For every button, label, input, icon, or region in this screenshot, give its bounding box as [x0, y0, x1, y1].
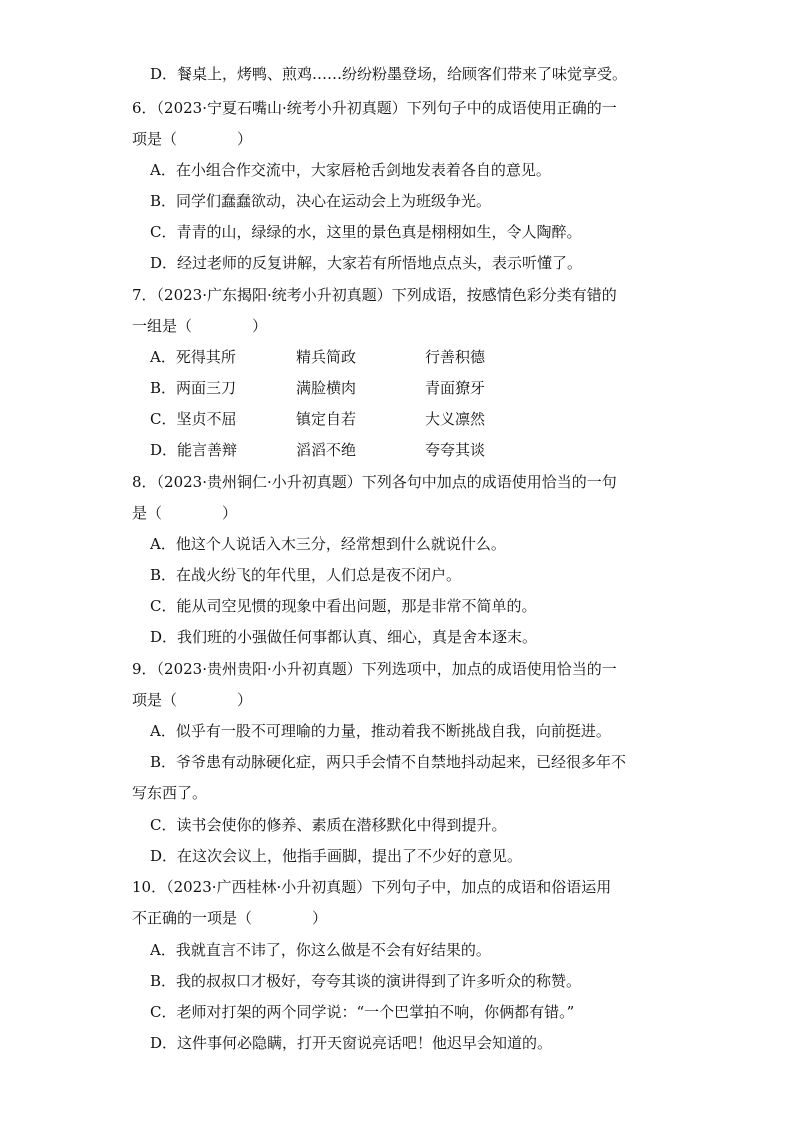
- q9-option-c: C．读书会使你的修养、素质在潜移默化中得到提升。: [150, 816, 507, 834]
- q10-option-c: C．老师对打架的两个同学说：“一个巴掌拍不响，你俩都有错。”: [150, 1003, 575, 1021]
- q7-c-idiom-2: 镇定自若: [296, 410, 357, 428]
- q8-stem-post: ）: [222, 504, 238, 522]
- q7-a-idiom-1: A．死得其所: [150, 348, 236, 366]
- q10-stem-pre: 不正确的一项是（: [132, 909, 253, 927]
- q10-option-d: D．这件事何必隐瞒，打开天窗说亮话吧！他迟早会知道的。: [150, 1034, 553, 1052]
- q10-stem-post: ）: [312, 909, 328, 927]
- q6-stem: 6．（2023·宁夏石嘴山·统考小升初真题）下列句子中的成语使用正确的一: [132, 99, 617, 117]
- q7-stem: 7．（2023·广东揭阳·统考小升初真题）下列成语，按感情色彩分类有错的: [132, 286, 617, 304]
- q8-stem: 8．（2023·贵州铜仁·小升初真题）下列各句中加点的成语使用恰当的一句: [132, 473, 617, 491]
- q10-stem-cont: [132, 908, 327, 928]
- q7-stem-cont: [132, 316, 267, 336]
- q7-stem-post: ）: [252, 317, 268, 335]
- q8-option-b: B．在战火纷飞的年代里，人们总是夜不闭户。: [150, 566, 462, 584]
- q6-stem-pre: 项是（: [132, 130, 178, 148]
- q6-option-c: C．青青的山，绿绿的水，这里的景色真是栩栩如生，令人陶醉。: [150, 223, 582, 241]
- q8-stem-pre: 是（: [132, 504, 163, 522]
- q6-stem-cont: [132, 129, 252, 149]
- q8-option-a: A．他这个人说话入木三分，经常想到什么就说什么。: [150, 535, 506, 553]
- q9-stem-pre: 项是（: [132, 691, 178, 709]
- q7-c-idiom-1: C．坚贞不屈: [150, 410, 237, 428]
- q7-c-idiom-3: 大义凛然: [425, 410, 486, 428]
- q7-d-idiom-1: D．能言善辩: [150, 441, 238, 459]
- q10-stem: 10．（2023·广西桂林·小升初真题）下列句子中，加点的成语和俗语运用: [132, 878, 612, 896]
- q6-option-a: A．在小组合作交流中，大家唇枪舌剑地发表着各自的意见。: [150, 161, 551, 179]
- q10-option-a: A．我就直言不讳了，你这么做是不会有好结果的。: [150, 941, 491, 959]
- q9-option-b: B．爷爷患有动脉硬化症，两只手会情不自禁地抖动起来，已经很多年不: [150, 753, 627, 771]
- q7-a-idiom-2: 精兵简政: [296, 348, 357, 366]
- q8-option-d: D．我们班的小强做任何事都认真、细心，真是舍本逐末。: [150, 628, 538, 646]
- q7-b-idiom-1: B．两面三刀: [150, 379, 237, 397]
- q9-option-a: A．似乎有一股不可理喻的力量，推动着我不断挑战自我，向前挺进。: [150, 722, 611, 740]
- q7-b-idiom-3: 青面獠牙: [425, 379, 486, 397]
- q7-d-idiom-2: 滔滔不绝: [296, 441, 357, 459]
- q8-option-c: C．能从司空见惯的现象中看出问题，那是非常不简单的。: [150, 597, 537, 615]
- q5-option-d: D．餐桌上，烤鸭、煎鸡……纷纷粉墨登场，给顾客们带来了味觉享受。: [150, 65, 628, 83]
- q7-a-idiom-3: 行善积德: [425, 348, 486, 366]
- q9-option-d: D．在这次会议上，他指手画脚，提出了不少好的意见。: [150, 847, 523, 865]
- q9-stem-post: ）: [237, 691, 253, 709]
- q9-option-b-cont: 写东西了。: [132, 784, 208, 802]
- q6-option-b: B．同学们蠢蠢欲动，决心在运动会上为班级争光。: [150, 192, 492, 210]
- q10-option-b: B．我的叔叔口才极好，夸夸其谈的演讲得到了许多听众的称赞。: [150, 972, 582, 990]
- q9-stem: 9．（2023·贵州贵阳·小升初真题）下列选项中，加点的成语使用恰当的一: [132, 660, 617, 678]
- q6-stem-post: ）: [237, 130, 253, 148]
- q8-stem-cont: [132, 503, 237, 523]
- q6-option-d: D．经过老师的反复讲解，大家若有所悟地点点头，表示听懂了。: [150, 254, 583, 272]
- q9-stem-cont: [132, 690, 252, 710]
- q7-b-idiom-2: 满脸横肉: [296, 379, 357, 397]
- q7-stem-pre: 一组是（: [132, 317, 193, 335]
- q7-d-idiom-3: 夸夸其谈: [425, 441, 486, 459]
